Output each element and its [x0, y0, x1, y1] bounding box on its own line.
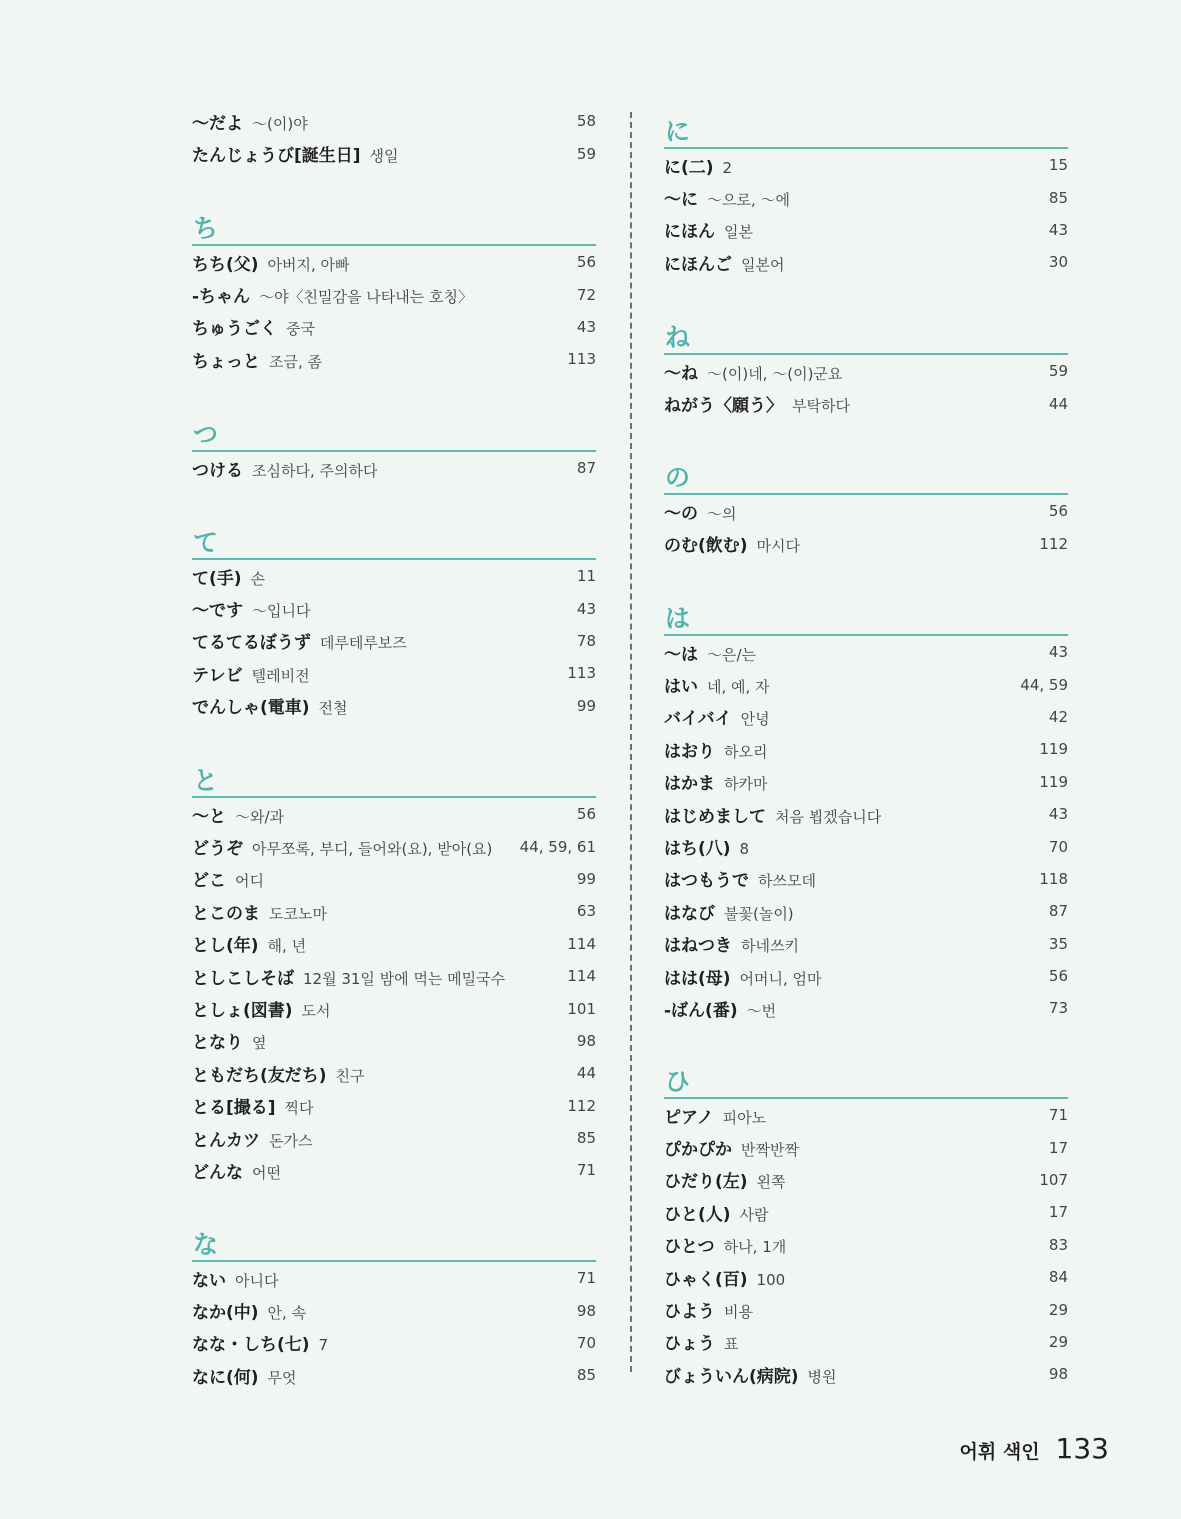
entry-korean: 7 [318, 1336, 329, 1355]
entry-japanese: とんカツ [192, 1130, 260, 1151]
entry-japanese: はは(母) [664, 968, 731, 989]
entry-japanese: でんしゃ(電車) [192, 698, 310, 719]
top-entries [192, 105, 596, 170]
entry-japanese: ～と [192, 806, 226, 827]
entry-korean: 안, 속 [267, 1304, 307, 1323]
entry-korean: 해, 년 [267, 937, 307, 956]
list-item [664, 992, 1068, 1024]
entry-japanese: にほん [664, 222, 715, 243]
entry-japanese: なに(何) [192, 1367, 259, 1388]
entry-page: 118 [1039, 869, 1068, 888]
list-item [192, 311, 596, 343]
list-item [664, 149, 1068, 181]
entry-korean: 생일 [369, 147, 399, 166]
section-ne [664, 319, 1068, 420]
list-item [192, 278, 596, 310]
list-item [192, 1262, 596, 1294]
entry-japanese: とし(年) [192, 936, 259, 957]
entry-korean: 불꽃(놀이) [724, 904, 794, 923]
entry-japanese: ひと(人) [664, 1204, 731, 1225]
entry-page: 44, 59 [1020, 675, 1068, 694]
entry-page: 35 [1048, 934, 1068, 953]
list-item [192, 1359, 596, 1391]
entry-korean: 중국 [286, 320, 315, 339]
entry-page: 98 [1048, 1365, 1068, 1384]
list-item [664, 1164, 1068, 1196]
entry-korean: 텔레비전 [251, 666, 310, 685]
section-hi [664, 1063, 1068, 1391]
entry-korean: ～은/는 [707, 645, 757, 664]
entry-japanese: ねがう〈願う〉 [664, 396, 783, 417]
list-item [192, 798, 596, 830]
list-item [664, 495, 1068, 527]
entry-page: 71 [576, 1161, 596, 1180]
entry-korean: 친구 [335, 1066, 365, 1085]
section-heading: に [664, 113, 1068, 149]
entry-page: 84 [1048, 1268, 1068, 1287]
section-te [192, 524, 596, 722]
entry-japanese: -ちゃん [192, 287, 251, 308]
section-heading: て [192, 524, 596, 560]
list-item [192, 863, 596, 895]
entry-page: 30 [1048, 253, 1068, 272]
list-item [664, 766, 1068, 798]
entry-japanese: ちゅうごく [192, 319, 277, 340]
footer-label: 어휘 색인 [959, 1441, 1040, 1463]
entry-korean: 도코노마 [269, 904, 327, 923]
entry-korean: 조심하다, 주의하다 [252, 461, 378, 480]
list-item [664, 1229, 1068, 1261]
entry-japanese: にほんご [664, 254, 732, 275]
entry-japanese: ひょう [664, 1334, 715, 1355]
entry-page: 83 [1048, 1235, 1068, 1254]
entry-page: 44, 59, 61 [519, 837, 596, 856]
entry-page: 72 [576, 285, 596, 304]
entry-japanese: とる[撮る] [192, 1098, 276, 1119]
list-item [192, 1327, 596, 1359]
entry-page: 58 [576, 112, 596, 131]
entry-page: 59 [576, 144, 596, 163]
entry-japanese: ひゃく(百) [664, 1269, 748, 1290]
entry-korean: 전철 [318, 699, 348, 718]
entry-korean: 도서 [301, 1002, 331, 1021]
entry-page: 56 [576, 805, 596, 824]
entry-page: 87 [576, 459, 596, 478]
list-item [664, 214, 1068, 246]
entry-japanese: ない [192, 1270, 226, 1291]
entry-korean: 하네쓰키 [741, 937, 799, 956]
entry-japanese: となり [192, 1033, 243, 1054]
entry-japanese: ～だよ [192, 113, 243, 134]
entry-korean: 8 [739, 840, 750, 859]
list-item [664, 527, 1068, 559]
entry-japanese: はつもうで [664, 871, 749, 892]
entry-korean: 2 [722, 158, 733, 177]
list-item [664, 636, 1068, 668]
column-divider [630, 112, 632, 1372]
entry-korean: 찍다 [284, 1099, 314, 1118]
entry-korean: 데루테루보즈 [319, 634, 407, 653]
entry-page: 17 [1048, 1138, 1068, 1157]
entry-korean: 사람 [739, 1205, 769, 1224]
list-item [664, 1099, 1068, 1131]
list-item [664, 1261, 1068, 1293]
entry-page: 112 [567, 1096, 596, 1115]
section-tsu [192, 416, 596, 484]
list-item [664, 355, 1068, 387]
list-item [192, 1294, 596, 1326]
list-item [664, 798, 1068, 830]
entry-korean: 왼쪽 [756, 1173, 786, 1192]
entry-page: 113 [567, 350, 596, 369]
list-item [664, 246, 1068, 278]
list-item [664, 1196, 1068, 1228]
entry-korean: 하쓰모데 [758, 872, 816, 891]
list-item [192, 690, 596, 722]
entry-japanese: はじめまして [664, 806, 766, 827]
entry-japanese: どうぞ [192, 839, 243, 860]
entry-japanese: -ばん(番) [664, 1000, 738, 1021]
entry-japanese: てるてるぼうず [192, 633, 311, 654]
entry-japanese: なな・しち(七) [192, 1335, 310, 1356]
entry-korean: 반짝반짝 [741, 1141, 799, 1160]
entry-korean: 부탁하다 [792, 397, 850, 416]
section-heading: ひ [664, 1063, 1068, 1099]
entry-japanese: ～ね [664, 363, 698, 384]
entry-page: 98 [576, 1031, 596, 1050]
entry-korean: 옆 [252, 1034, 267, 1053]
entry-japanese: はおり [664, 741, 715, 762]
entry-page: 70 [1048, 837, 1068, 856]
entry-korean: 조금, 좀 [269, 352, 323, 371]
entry-korean: 마시다 [756, 537, 801, 556]
entry-page: 29 [1048, 1300, 1068, 1319]
entry-japanese: テレビ [192, 665, 243, 686]
entry-korean: 아니다 [235, 1271, 279, 1290]
list-item [664, 668, 1068, 700]
entry-korean: 무엇 [267, 1368, 297, 1387]
section-to [192, 762, 596, 1187]
entry-japanese: どこ [192, 871, 226, 892]
section-heading: は [664, 600, 1068, 636]
entry-japanese: としこしそば [192, 968, 294, 989]
entry-korean: 12월 31일 밤에 먹는 메밀국수 [303, 969, 506, 988]
section-heading: ち [192, 210, 596, 246]
entry-page: 71 [1048, 1106, 1068, 1125]
entry-japanese: ちち(父) [192, 254, 259, 275]
entry-page: 63 [576, 902, 596, 921]
entry-japanese: とこのま [192, 903, 260, 924]
list-item [664, 733, 1068, 765]
entry-korean: ～입니다 [252, 602, 311, 621]
entry-page: 87 [1048, 902, 1068, 921]
entry-korean: 표 [724, 1335, 739, 1354]
section-heading: な [192, 1226, 596, 1262]
list-item [192, 928, 596, 960]
entry-page: 85 [576, 1366, 596, 1385]
entry-page: 101 [567, 999, 596, 1018]
entry-japanese: ひよう [664, 1302, 715, 1323]
entry-page: 114 [567, 934, 596, 953]
list-item [664, 928, 1068, 960]
entry-japanese: たんじょうび[誕生日] [192, 146, 361, 167]
entry-japanese: て(手) [192, 568, 242, 589]
entry-page: 15 [1048, 156, 1068, 175]
entry-page: 114 [567, 967, 596, 986]
entry-korean: 병원 [807, 1367, 837, 1386]
entry-korean: 피아노 [722, 1108, 767, 1127]
entry-page: 44 [1048, 394, 1068, 413]
entry-page: 70 [576, 1333, 596, 1352]
entry-japanese: としょ(図書) [192, 1001, 293, 1022]
entry-korean: 하오리 [724, 742, 768, 761]
entry-page: 56 [1048, 967, 1068, 986]
list-item [192, 452, 596, 484]
list-item [192, 1025, 596, 1057]
entry-japanese: はかま [664, 774, 715, 795]
list-item [664, 830, 1068, 862]
list-item [192, 657, 596, 689]
list-item [192, 592, 596, 624]
list-item [192, 1122, 596, 1154]
entry-page: 107 [1039, 1170, 1068, 1189]
entry-korean: ～번 [746, 1001, 777, 1020]
entry-page: 119 [1039, 740, 1068, 759]
section-chi [192, 210, 596, 376]
entry-page: 44 [576, 1064, 596, 1083]
entry-japanese: ぴかぴか [664, 1140, 732, 1161]
entry-page: 78 [576, 631, 596, 650]
entry-page: 113 [567, 664, 596, 683]
section-heading: の [664, 459, 1068, 495]
entry-page: 99 [576, 696, 596, 715]
list-item [192, 992, 596, 1024]
entry-korean: ～(이)네, ～(이)군요 [707, 364, 843, 383]
list-item [664, 1131, 1068, 1163]
section-ni [664, 113, 1068, 279]
list-item [192, 960, 596, 992]
list-item [192, 625, 596, 657]
entry-page: 85 [1048, 188, 1068, 207]
list-item [664, 1293, 1068, 1325]
list-item [664, 1326, 1068, 1358]
entry-page: 59 [1048, 362, 1068, 381]
entry-korean: 100 [756, 1270, 786, 1289]
list-item [192, 1057, 596, 1089]
entry-japanese: のむ(飲む) [664, 536, 748, 557]
entry-page: 42 [1048, 707, 1068, 726]
section-no [664, 459, 1068, 560]
entry-japanese: びょういん(病院) [664, 1366, 799, 1387]
entry-japanese: はち(八) [664, 839, 731, 860]
entry-korean: 돈가스 [269, 1131, 313, 1150]
entry-page: 29 [1048, 1332, 1068, 1351]
list-item [192, 246, 596, 278]
entry-korean: ～와/과 [235, 807, 285, 826]
entry-page: 43 [576, 599, 596, 618]
list-item [664, 895, 1068, 927]
entry-japanese: ピアノ [664, 1107, 714, 1128]
entry-korean: 어디 [235, 872, 264, 891]
list-item [664, 701, 1068, 733]
entry-japanese: ～の [664, 503, 698, 524]
entry-page: 73 [1048, 999, 1068, 1018]
list-item [664, 863, 1068, 895]
entry-korean: 어머니, 엄마 [739, 969, 822, 988]
entry-korean: 아버지, 아빠 [267, 255, 350, 274]
entry-japanese: はねつき [664, 936, 732, 957]
entry-japanese: ～です [192, 601, 243, 622]
entry-page: 85 [576, 1129, 596, 1148]
list-item [192, 105, 596, 137]
entry-page: 56 [1048, 502, 1068, 521]
entry-japanese: ともだち(友だち) [192, 1065, 327, 1086]
entry-japanese: に(二) [664, 157, 714, 178]
entry-korean: 어떤 [252, 1163, 281, 1182]
entry-korean: 하나, 1개 [723, 1238, 787, 1257]
entry-korean: 일본어 [741, 255, 785, 274]
entry-korean: ～(이)야 [252, 114, 308, 133]
entry-japanese: なか(中) [192, 1303, 259, 1324]
list-item [192, 137, 596, 169]
entry-japanese: つける [192, 460, 243, 481]
entry-korean: 하카마 [724, 775, 768, 794]
list-item [664, 387, 1068, 419]
entry-japanese: ひだり(左) [664, 1172, 748, 1193]
entry-japanese: はい [664, 677, 698, 698]
entry-korean: 비용 [724, 1303, 753, 1322]
entry-page: 43 [576, 317, 596, 336]
section-ha [664, 600, 1068, 1025]
entry-japanese: バイバイ [664, 709, 732, 730]
entry-page: 43 [1048, 643, 1068, 662]
page-number: 133 [1055, 1432, 1109, 1465]
list-item [192, 895, 596, 927]
list-item [192, 560, 596, 592]
entry-japanese: ひとつ [664, 1237, 715, 1258]
entry-korean: 네, 예, 자 [707, 678, 770, 697]
entry-page: 11 [576, 567, 596, 586]
list-item [192, 1154, 596, 1186]
entry-japanese: ～に [664, 190, 698, 211]
entry-korean: ～으로, ～에 [707, 191, 791, 210]
section-heading: つ [192, 416, 596, 452]
entry-page: 99 [576, 869, 596, 888]
list-item [192, 1090, 596, 1122]
entry-page: 17 [1048, 1203, 1068, 1222]
entry-korean: 아무쪼록, 부디, 들어와(요), 받아(요) [252, 840, 493, 859]
list-item [664, 960, 1068, 992]
entry-page: 112 [1039, 534, 1068, 553]
entry-korean: 일본 [724, 223, 753, 242]
entry-page: 43 [1048, 805, 1068, 824]
section-na [192, 1226, 596, 1392]
list-item [192, 343, 596, 375]
entry-korean: ～의 [707, 504, 737, 523]
entry-japanese: ～は [664, 644, 698, 665]
list-item [664, 1358, 1068, 1390]
entry-japanese: はなび [664, 903, 715, 924]
section-heading: ね [664, 319, 1068, 355]
entry-page: 119 [1039, 772, 1068, 791]
entry-korean: ～야〈친밀감을 나타내는 호칭〉 [259, 288, 473, 307]
entry-korean: 처음 뵙겠습니다 [775, 807, 882, 826]
list-item [192, 830, 596, 862]
section-heading: と [192, 762, 596, 798]
entry-korean: 손 [250, 569, 266, 588]
entry-page: 98 [576, 1301, 596, 1320]
page-footer [960, 1432, 1109, 1465]
entry-page: 71 [576, 1269, 596, 1288]
list-item [664, 181, 1068, 213]
entry-page: 56 [576, 253, 596, 272]
entry-korean: 안녕 [740, 710, 770, 729]
entry-japanese: ちょっと [192, 351, 260, 372]
entry-page: 43 [1048, 220, 1068, 239]
entry-japanese: どんな [192, 1162, 243, 1183]
